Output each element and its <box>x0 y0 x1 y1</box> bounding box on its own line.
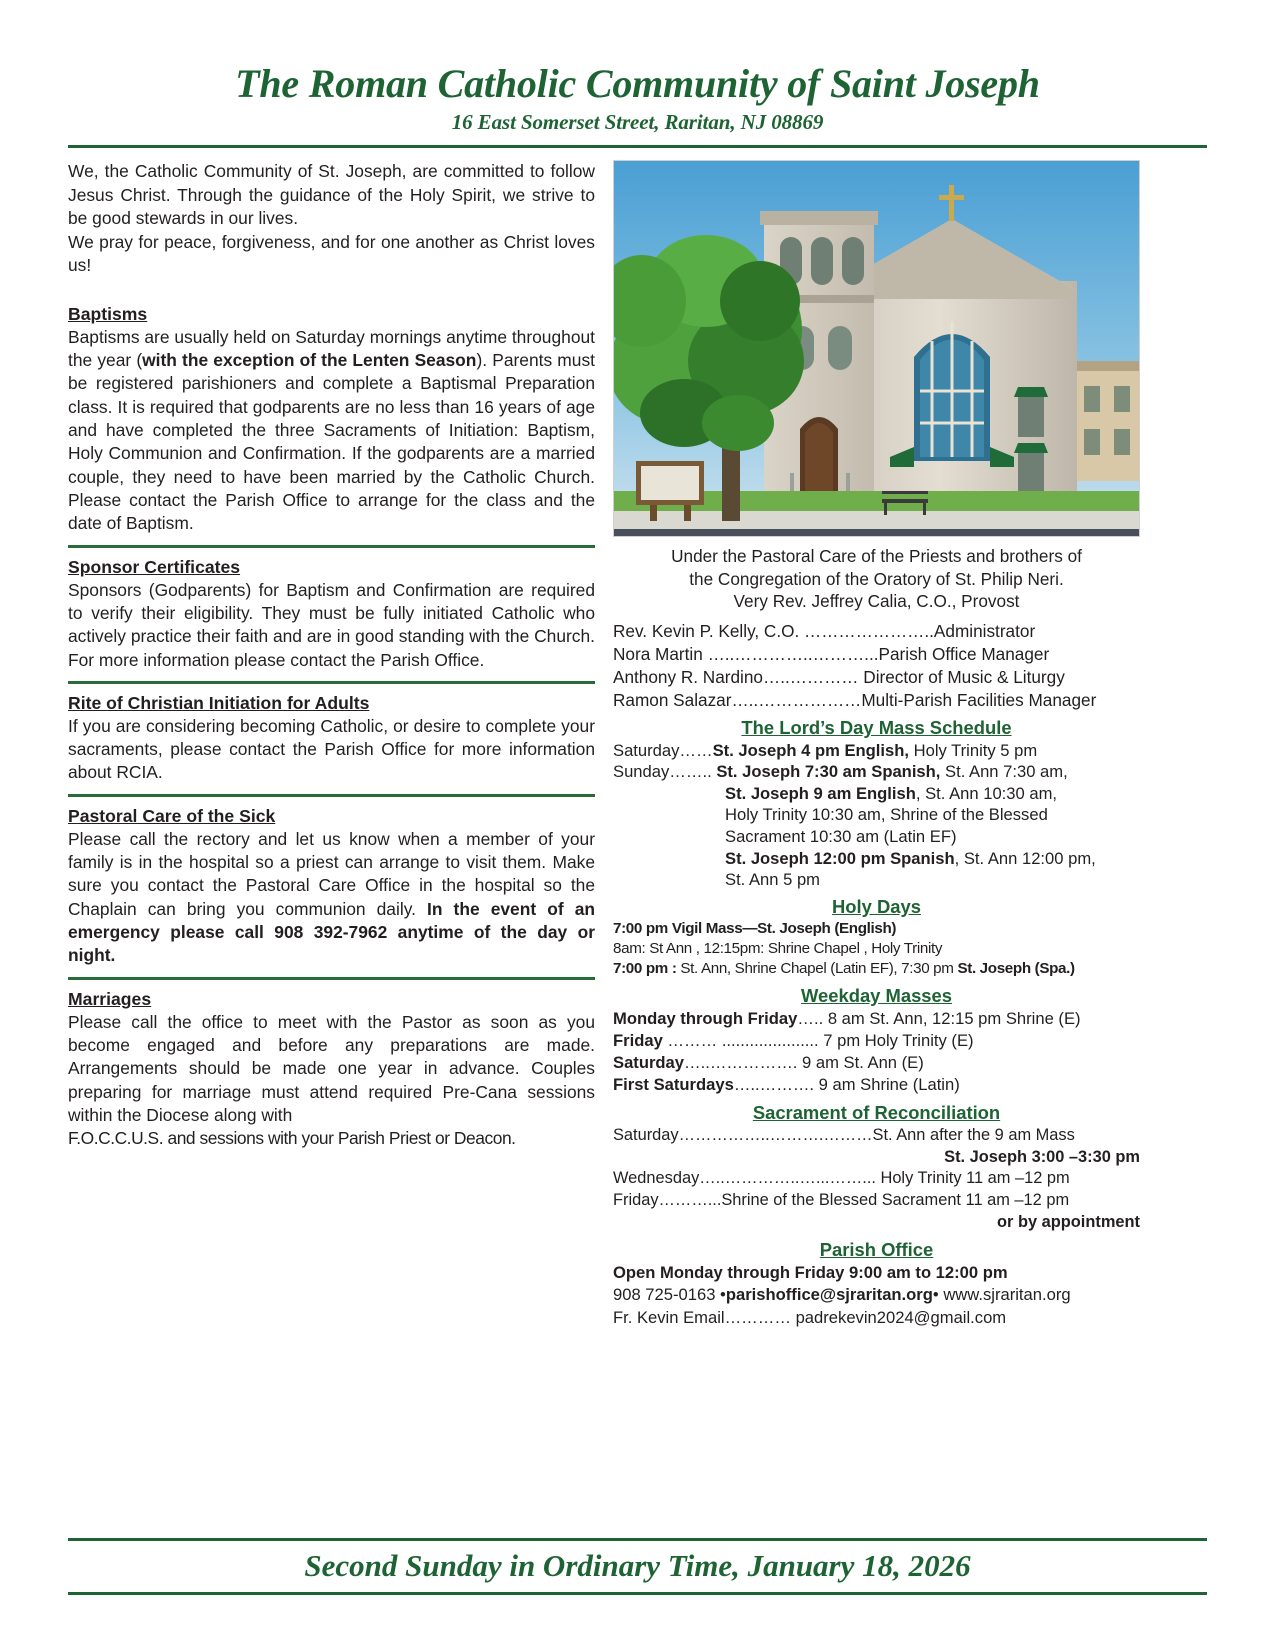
staff-name: Rev. Kevin P. Kelly, C.O. <box>613 621 805 642</box>
reconciliation-schedule <box>613 1125 1140 1234</box>
staff-role: Administrator <box>933 621 1036 642</box>
weekday-row <box>613 1052 1140 1074</box>
liturgical-day-title: Second Sunday in Ordinary Time, January 18, 2026 <box>304 1548 971 1583</box>
reconciliation-row-saturday-stjoseph <box>613 1147 1140 1169</box>
reconciliation-row-wednesday: Wednesday…..…………..…...……... Holy Trinity 11 am –12 pm <box>613 1169 1070 1188</box>
staff-list <box>613 620 1140 712</box>
section-pastoral-care <box>68 806 595 968</box>
section-heading-sponsor-certificates: Sponsor Certificates <box>68 556 241 577</box>
section-body-marriages-last-line: F.O.C.C.U.S. and sessions with your Parish Priest or Deacon. <box>68 1128 516 1149</box>
section-sponsor-certificates <box>68 557 595 672</box>
weekday-row <box>613 1074 1140 1096</box>
reconciliation-appointment-note: or by appointment <box>997 1212 1140 1231</box>
section-body-baptisms <box>68 326 595 536</box>
staff-row <box>613 666 1140 689</box>
mass-label: Sunday…….. <box>613 762 717 782</box>
section-divider <box>68 794 595 797</box>
emergency-phone-text: In the event of an emergency please call 908 392-7962 anytime of the day or night. <box>68 898 595 966</box>
footer-rule-bottom <box>68 1592 1207 1595</box>
staff-row <box>613 620 1140 643</box>
weekday-label: Friday <box>613 1031 668 1051</box>
mission-line-2: We pray for peace, forgiveness, and for one another as Christ loves us! <box>68 232 595 276</box>
holy-days-evening-spanish: St. Joseph (Spa.) <box>957 960 1075 978</box>
reconciliation-row-friday: Friday………...Shrine of the Blessed Sacrament 11 am –12 pm <box>613 1191 1070 1210</box>
left-column <box>68 160 595 1329</box>
parish-office-website[interactable]: • www.sjraritan.org <box>932 1285 1071 1305</box>
staff-name: Nora Martin <box>613 644 708 665</box>
mission-statement <box>68 160 595 278</box>
page-title: The Roman Catholic Community of Saint Joseph <box>235 61 1040 106</box>
masthead <box>0 0 1275 135</box>
section-body-marriages: Please call the office to meet with the Pastor as soon as you become engaged and before any preparations are made. Arrangements should be made one year in advance. Couples preparing for marriage must attend required Pre-Cana sessions within the Diocese along with <box>68 1011 595 1125</box>
footer <box>0 1538 1275 1595</box>
priest-email-label: Fr. Kevin Email………… <box>613 1307 796 1327</box>
baptisms-text-pre: Baptisms are usually held on Saturday mornings anytime throughout the year ( <box>68 326 595 371</box>
mass-row-saturday <box>613 740 1140 762</box>
parish-office-details <box>613 1262 1140 1330</box>
section-heading-pastoral-care: Pastoral Care of the Sick <box>68 805 276 826</box>
mass-secondary: Holy Trinity 5 pm <box>909 740 1038 760</box>
weekday-dots: ….. <box>797 1008 828 1028</box>
staff-row <box>613 643 1140 666</box>
mass-row-sunday <box>613 761 1140 783</box>
parish-office-phone[interactable]: 908 725-0163 • <box>613 1285 726 1305</box>
section-divider <box>68 681 595 684</box>
heading-parish-office: Parish Office <box>819 1238 934 1260</box>
mass-label: Saturday…… <box>613 740 713 760</box>
mass-secondary: , St. Ann 10:30 am, <box>915 783 1058 803</box>
priest-email-address[interactable]: padrekevin2024@gmail.com <box>795 1307 1007 1327</box>
weekday-masses-schedule <box>613 1008 1140 1097</box>
parish-office-hours <box>613 1262 1140 1285</box>
holy-days-evening-mid: St. Ann, Shrine Chapel (Latin EF), 7:30 pm <box>676 960 958 978</box>
heading-weekday-masses: Weekday Masses <box>801 984 952 1006</box>
holy-days-row-2: 8am: St Ann , 12:15pm: Shrine Chapel , Holy Trinity <box>613 940 943 958</box>
staff-role: Multi-Parish Facilities Manager <box>861 689 1097 710</box>
weekday-value: 7 pm Holy Trinity (E) <box>818 1031 974 1051</box>
mass-primary: St. Joseph 12:00 pm Spanish <box>725 848 955 868</box>
pastoral-text-pre: Please call the rectory and let us know when a member of your family is in the hospital so a priest can arrange to visit them. Make sure you contact the Pastoral Care Office in the hospital so the Chaplain can bring you communion daily. <box>68 828 595 919</box>
heading-holy-days: Holy Days <box>832 895 921 917</box>
section-heading-rcia: Rite of Christian Initiation for Adults <box>68 692 370 713</box>
mass-row-sunday-6: St. Ann 5 pm <box>725 870 821 890</box>
mass-row-sunday-3: Holy Trinity 10:30 am, Shrine of the Blessed <box>725 805 1048 825</box>
baptisms-text-post: ). Parents must be registered parishioners and complete a Baptismal Preparation class. It is required that godparents are no less than 16 years of age and have completed the three Sacraments of Initiation: Baptism, Holy Communion and Confirmation. If the godparents are a married couple, they need to have been married by the Catholic Church. Please contact the Parish Office to arrange for the class and the date of Baptism. <box>68 350 595 534</box>
section-body-sponsor-certificates: Sponsors (Godparents) for Baptism and Confirmation are required to verify their eligibility. They must be fully initiated Catholic who actively practice their faith and are in good standing with the Church. For more information please contact the Parish Office. <box>68 579 595 670</box>
weekday-row <box>613 1030 1140 1052</box>
caption-line-1: Under the Pastoral Care of the Priests and brothers of <box>671 546 1082 567</box>
section-body-rcia: If you are considering becoming Catholic, or desire to complete your sacraments, please contact the Parish Office for more information about RCIA. <box>68 715 595 783</box>
weekday-label: First Saturdays <box>613 1075 734 1095</box>
mass-row-sunday-5 <box>613 848 1140 870</box>
holy-days-vigil: 7:00 pm Vigil Mass—St. Joseph (English) <box>613 919 897 937</box>
mass-primary: St. Joseph 4 pm English, <box>712 740 910 760</box>
mass-secondary: , St. Ann 12:00 pm, <box>954 848 1096 868</box>
caption-line-3: Very Rev. Jeffrey Calia, C.O., Provost <box>733 590 1020 611</box>
footer-rule-top <box>68 1538 1207 1541</box>
weekday-dots: …..……………. <box>684 1053 803 1073</box>
section-heading-marriages: Marriages <box>68 988 152 1009</box>
mass-row-sunday-2 <box>613 783 1140 805</box>
baptisms-text-bold: with the exception of the Lenten Season <box>142 350 477 371</box>
reconciliation-stjoseph-time: St. Joseph 3:00 –3:30 pm <box>944 1147 1140 1166</box>
reconciliation-row-saturday: Saturday……………..……….………St. Ann after the 9 am Mass <box>613 1125 1075 1144</box>
holy-days-evening-label: 7:00 pm : <box>613 960 677 978</box>
heading-lords-day-mass-schedule: The Lord’s Day Mass Schedule <box>741 716 1012 738</box>
staff-dots: ………………….. <box>804 621 934 642</box>
staff-name: Anthony R. Nardino <box>613 667 763 688</box>
parish-office-contact-row <box>613 1284 1140 1307</box>
staff-dots: …..………… <box>763 667 859 688</box>
weekday-dots: ……… ..................... <box>667 1031 819 1051</box>
st-joseph-church-photo <box>613 160 1140 537</box>
mass-row-sunday-4: Sacrament 10:30 am (Latin EF) <box>725 827 957 847</box>
lords-day-mass-schedule <box>613 740 1140 891</box>
weekday-row <box>613 1008 1140 1030</box>
parish-address: 16 East Somerset Street, Raritan, NJ 08869 <box>451 110 824 135</box>
section-baptisms <box>68 304 595 536</box>
priest-email-row <box>613 1307 1140 1330</box>
holy-days-schedule <box>613 919 1140 980</box>
right-column <box>613 160 1140 1329</box>
holy-days-row-1 <box>613 919 1140 939</box>
weekday-label: Monday through Friday <box>613 1008 798 1028</box>
staff-dots: …..……………… <box>731 689 862 710</box>
staff-role: Director of Music & Liturgy <box>858 667 1065 688</box>
weekday-value: 9 am Shrine (Latin) <box>818 1075 960 1095</box>
staff-name: Ramon Salazar <box>613 689 732 710</box>
mass-primary: St. Joseph 9 am English <box>725 783 916 803</box>
content-columns <box>0 160 1275 1329</box>
section-rcia <box>68 693 595 785</box>
header-rule <box>68 145 1207 148</box>
mass-secondary: St. Ann 7:30 am, <box>940 762 1068 782</box>
holy-days-row-3 <box>613 959 1140 979</box>
weekday-value: 9 am St. Ann (E) <box>802 1053 924 1073</box>
staff-row <box>613 689 1140 712</box>
section-divider <box>68 545 595 548</box>
weekday-value: 8 am St. Ann, 12:15 pm Shrine (E) <box>827 1008 1081 1028</box>
pastoral-care-caption <box>613 545 1140 612</box>
section-heading-baptisms: Baptisms <box>68 303 148 324</box>
mass-primary: St. Joseph 7:30 am Spanish, <box>716 762 941 782</box>
staff-dots: …..…………..………... <box>707 644 879 665</box>
mission-line-1: We, the Catholic Community of St. Joseph, are committed to follow Jesus Christ. Through the guidance of the Holy Spirit, we strive to be good stewards in our lives. <box>68 161 595 228</box>
caption-line-2: the Congregation of the Oratory of St. Philip Neri. <box>689 568 1064 589</box>
reconciliation-row-appointment <box>613 1212 1140 1234</box>
staff-role: Parish Office Manager <box>878 644 1050 665</box>
section-divider <box>68 977 595 980</box>
section-body-pastoral-care <box>68 828 595 968</box>
parish-office-email[interactable]: parishoffice@sjraritan.org <box>725 1285 933 1305</box>
weekday-dots: …..………. <box>733 1075 819 1095</box>
parish-office-hours-text: Open Monday through Friday 9:00 am to 12:00 pm <box>613 1262 1008 1282</box>
heading-sacrament-of-reconciliation: Sacrament of Reconciliation <box>752 1101 1001 1123</box>
weekday-label: Saturday <box>613 1053 685 1073</box>
section-marriages <box>68 989 595 1151</box>
